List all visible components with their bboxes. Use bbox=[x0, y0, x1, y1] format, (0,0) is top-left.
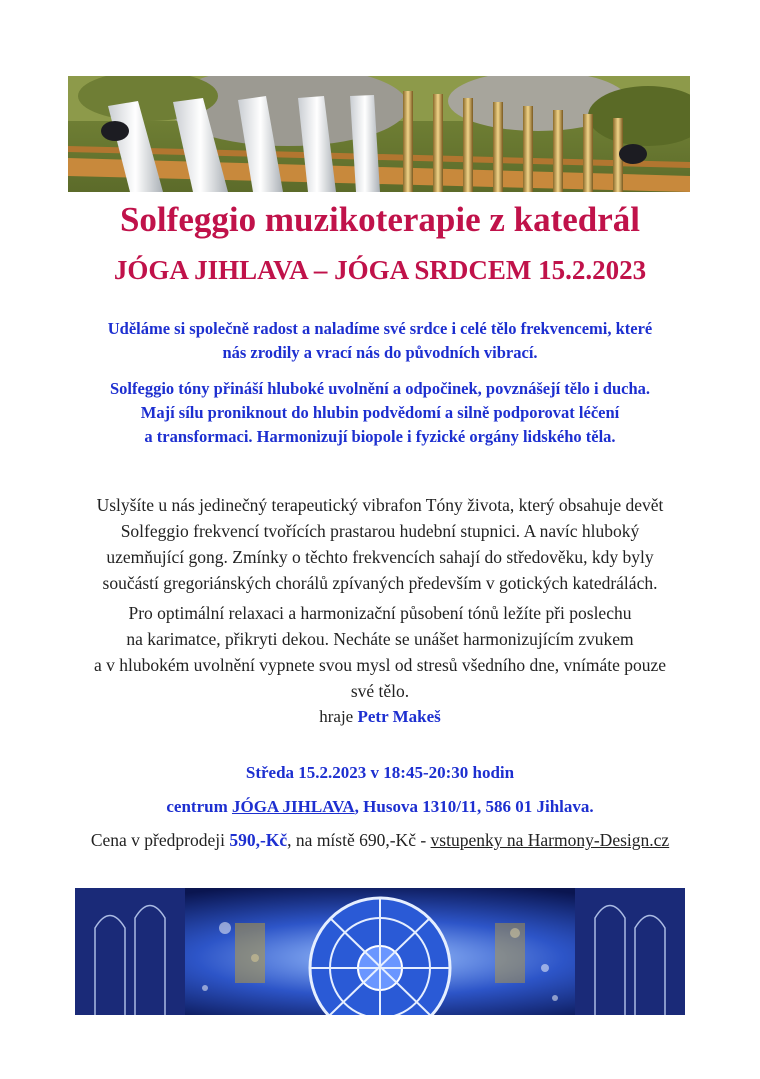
venue-line bbox=[0, 797, 760, 817]
performer-line bbox=[0, 707, 760, 727]
text-line: Uděláme si společně radost a naladíme své srdce i celé tělo frekvencemi, které bbox=[107, 319, 653, 338]
body-paragraph-1 bbox=[55, 492, 705, 596]
text-line: na karimatce, přikryti dekou. Necháte se unášet harmonizujícím zvukem bbox=[126, 629, 634, 649]
text-line: nás zrodily a vrací nás do původních vibrací. bbox=[222, 343, 538, 362]
text-line: Solfeggio frekvencí tvořících prastarou hudební stupnici. A navíc hluboký bbox=[120, 521, 640, 541]
page-subtitle: JÓGA JIHLAVA – JÓGA SRDCEM 15.2.2023 bbox=[113, 255, 647, 285]
price-prefix: Cena v předprodeji bbox=[90, 830, 225, 850]
page-title: Solfeggio muzikoterapie z katedrál bbox=[119, 200, 641, 239]
venue-address: , Husova 1310/11, 586 01 Jihlava. bbox=[354, 797, 594, 816]
text-line: Solfeggio tóny přináší hluboké uvolnění a odpočinek, povznášejí tělo i ducha. bbox=[109, 379, 650, 398]
venue-link[interactable]: JÓGA JIHLAVA bbox=[231, 797, 355, 816]
text-line: a transformaci. Harmonizují biopole i fyzické orgány lidského těla. bbox=[144, 427, 616, 446]
vibraphone-photo bbox=[68, 76, 690, 192]
text-line: součástí gregoriánských chorálů zpívaných především v gotických katedrálách. bbox=[102, 573, 658, 593]
price-middle: , na místě 690,-Kč - bbox=[287, 830, 427, 850]
intro-paragraph-2 bbox=[40, 377, 720, 449]
cathedral-rose-window-photo bbox=[75, 888, 685, 1015]
text-line: Uslyšíte u nás jedinečný terapeutický vibrafon Tóny života, který obsahuje devět bbox=[96, 495, 664, 515]
text-line: a v hlubokém uvolnění vypnete svou mysl od stresů všedního dne, vnímáte pouze bbox=[93, 655, 667, 675]
intro-paragraph-1 bbox=[40, 317, 720, 365]
event-date: Středa 15.2.2023 v 18:45-20:30 hodin bbox=[245, 763, 515, 782]
price-line bbox=[0, 830, 760, 851]
text-line: Pro optimální relaxaci a harmonizační působení tónů ležíte při poslechu bbox=[128, 603, 632, 623]
performer-name: Petr Makeš bbox=[357, 707, 441, 726]
text-line: Mají sílu proniknout do hlubin podvědomí a silně podporovat léčení bbox=[140, 403, 620, 422]
text-line: uzemňující gong. Zmínky o těchto frekvencích sahají do středověku, kdy byly bbox=[106, 547, 654, 567]
tickets-link[interactable]: vstupenky na Harmony-Design.cz bbox=[430, 830, 670, 850]
text-line: své tělo. bbox=[350, 681, 410, 701]
venue-prefix: centrum bbox=[166, 797, 228, 816]
body-paragraph-2 bbox=[55, 600, 705, 704]
presale-price: 590,-Kč bbox=[229, 830, 288, 850]
performer-prefix: hraje bbox=[319, 707, 354, 726]
